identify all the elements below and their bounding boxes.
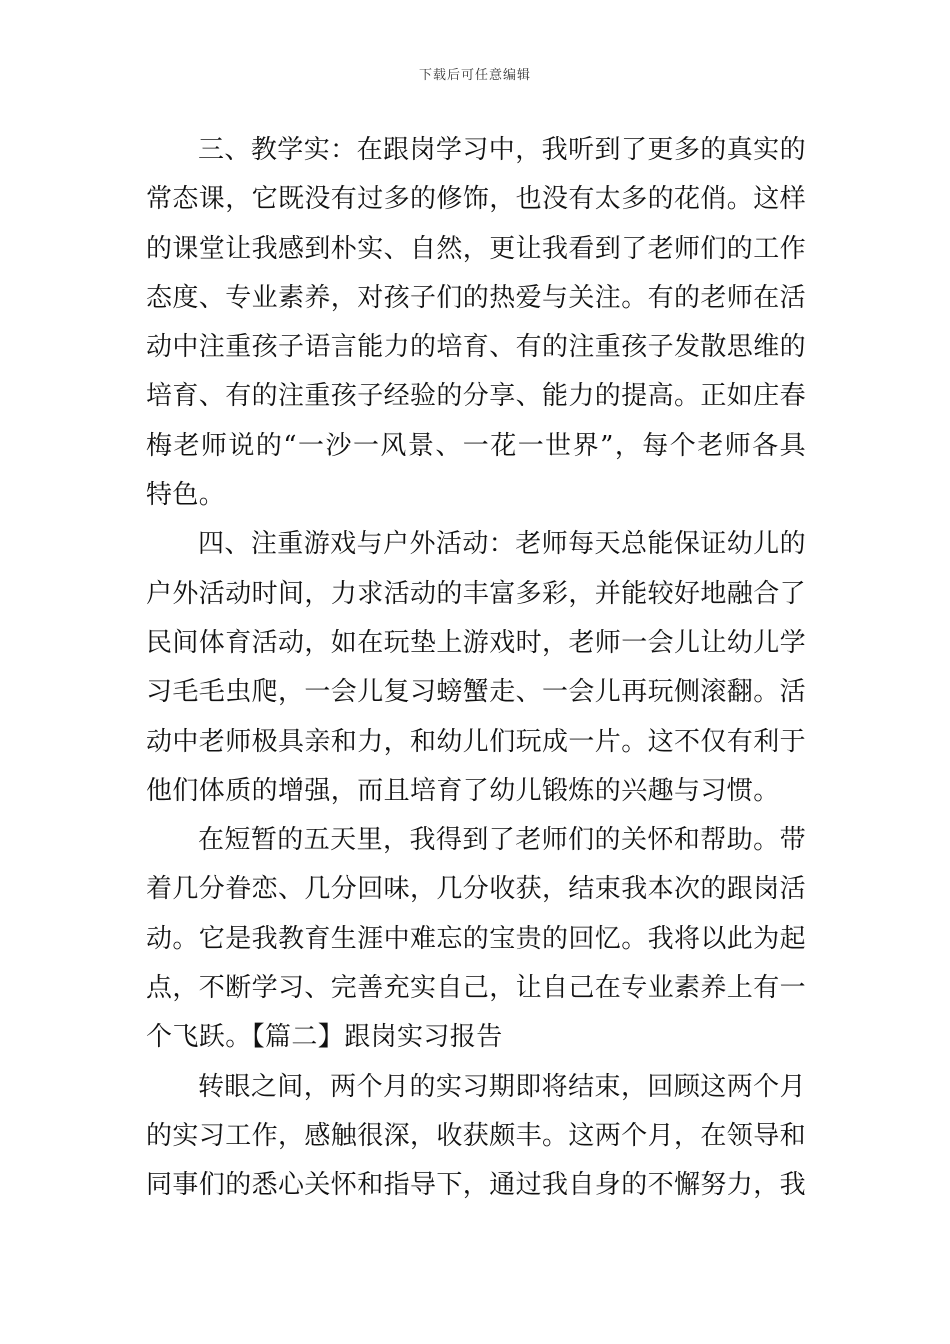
- document-body: [146, 126, 806, 1211]
- page-header: 下载后可任意编辑: [418, 68, 531, 83]
- paragraph-conclusion: 在短暂的五天里，我得到了老师们的关怀和帮助。带着几分眷恋、几分回味，几分收获，结束我本次的跟岗活动。它是我教育生涯中难忘的宝贵的回忆。我将以此为起点，不断学习、完善充实自己，让自己在专业素养上有一个飞跃。【篇二】跟岗实习报告: [146, 825, 807, 1053]
- paragraph-teaching-reality: 三、教学实：在跟岗学习中，我听到了更多的真实的常态课，它既没有过多的修饰，也没有太多的花俏。这样的课堂让我感到朴实、自然，更让我看到了老师们的工作态度、专业素养，对孩子们的热爱与关注。有的老师在活动中注重孩子语言能力的培育、有的注重孩子发散思维的培育、有的注重孩子经验的分享、能力的提高。正如庄春梅老师说的“一沙一风景、一花一世界”，每个老师各具特色。: [146, 135, 807, 511]
- paragraph-internship-report: 转眼之间，两个月的实习期即将结束，回顾这两个月的实习工作，感触很深，收获颇丰。这两个月，在领导和同事们的悉心关怀和指导下，通过我自身的不懈努力，我: [146, 1071, 807, 1201]
- paragraph-games-outdoor: 四、注重游戏与户外活动：老师每天总能保证幼儿的户外活动时间，力求活动的丰富多彩，并能较好地融合了民间体育活动，如在玩垫上游戏时，老师一会儿让幼儿学习毛毛虫爬，一会儿复习螃蟹走、一会儿再玩侧滚翻。活动中老师极具亲和力，和幼儿们玩成一片。这不仅有利于他们体质的增强，而且培育了幼儿锻炼的兴趣与习惯。: [146, 529, 807, 806]
